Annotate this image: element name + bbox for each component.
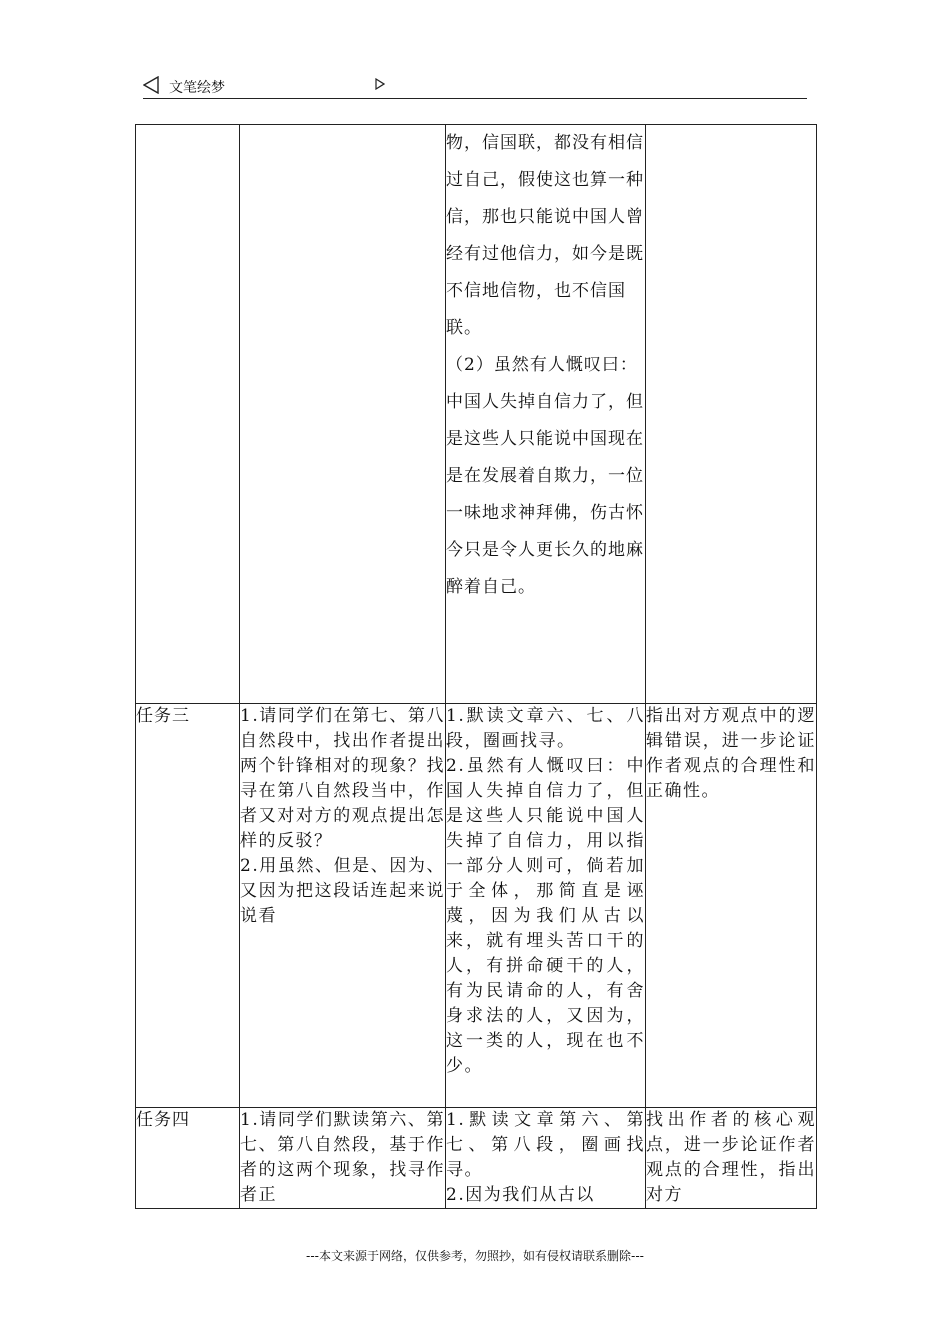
table-row	[136, 125, 817, 704]
table-row	[136, 704, 817, 1108]
prompt-paragraph: 2.用虽然、但是、因为、又因为把这段话连起来说说看	[240, 856, 445, 926]
prompt-cell	[240, 125, 446, 704]
prompt-paragraph: 1.请同学们在第七、第八自然段中，找出作者提出两个针锋相对的现象？找寻在第八自然段当中，作者又对对方的观点提出怎样的反驳？	[240, 706, 445, 851]
activity-paragraph: 1.默读文章六、七、八段，圈画找寻。	[446, 706, 645, 751]
activity-paragraph: 2.因为我们从古以	[446, 1185, 595, 1205]
goal-cell: 找出作者的核心观点，进一步论证作者观点的合理性，指出对方	[646, 1108, 817, 1209]
page-header	[143, 74, 807, 99]
lesson-table	[135, 124, 817, 1209]
task-cell	[136, 125, 240, 704]
prompt-cell	[240, 1108, 446, 1209]
activity-paragraph: （2）虽然有人慨叹曰：中国人失掉自信力了，但是这些人只能说中国现在是在发展着自欺力，一位一味地求神拜佛，伤古怀今只是令人更长久的地麻醉着自己。	[446, 355, 644, 597]
activity-cell	[446, 125, 646, 704]
goal-cell	[646, 125, 817, 704]
task-cell: 任务三	[136, 704, 240, 1108]
goal-cell: 指出对方观点中的逻辑错误，进一步论证作者观点的合理性和正确性。	[646, 704, 817, 1108]
prompt-paragraph: 1.请同学们默读第六、第七、第八自然段，基于作者的这两个现象，找寻作者正	[240, 1110, 445, 1205]
activity-paragraph: 物，信国联，都没有相信过自己，假使这也算一种信，那也只能说中国人曾经有过他信力，如今是既不信地信物，也不信国联。	[446, 133, 644, 338]
task-cell: 任务四	[136, 1108, 240, 1209]
page-footer: ---本文来源于网络，仅供参考，勿照抄，如有侵权请联系删除---	[306, 1249, 644, 1263]
activity-cell	[446, 704, 646, 1108]
prompt-cell	[240, 704, 446, 1108]
triangle-right-icon	[375, 78, 385, 90]
activity-cell	[446, 1108, 646, 1209]
header-title: 文笔绘梦	[169, 80, 225, 96]
table-row	[136, 1108, 817, 1209]
triangle-left-icon	[143, 76, 159, 94]
activity-paragraph: 2.虽然有人慨叹曰：中国人失掉自信力了，但是这些人只能说中国人失掉了自信力，用以指一部分人则可，倘若加于全体，那简直是诬蔑，因为我们从古以来，就有埋头苦口干的人，有拼命硬干的人，有为民请命的人，有舍身求法的人，又因为，这一类的人，现在也不少。	[446, 756, 645, 1076]
activity-paragraph: 1.默读文章第六、第七、第八段，圈画找寻。	[446, 1110, 645, 1180]
